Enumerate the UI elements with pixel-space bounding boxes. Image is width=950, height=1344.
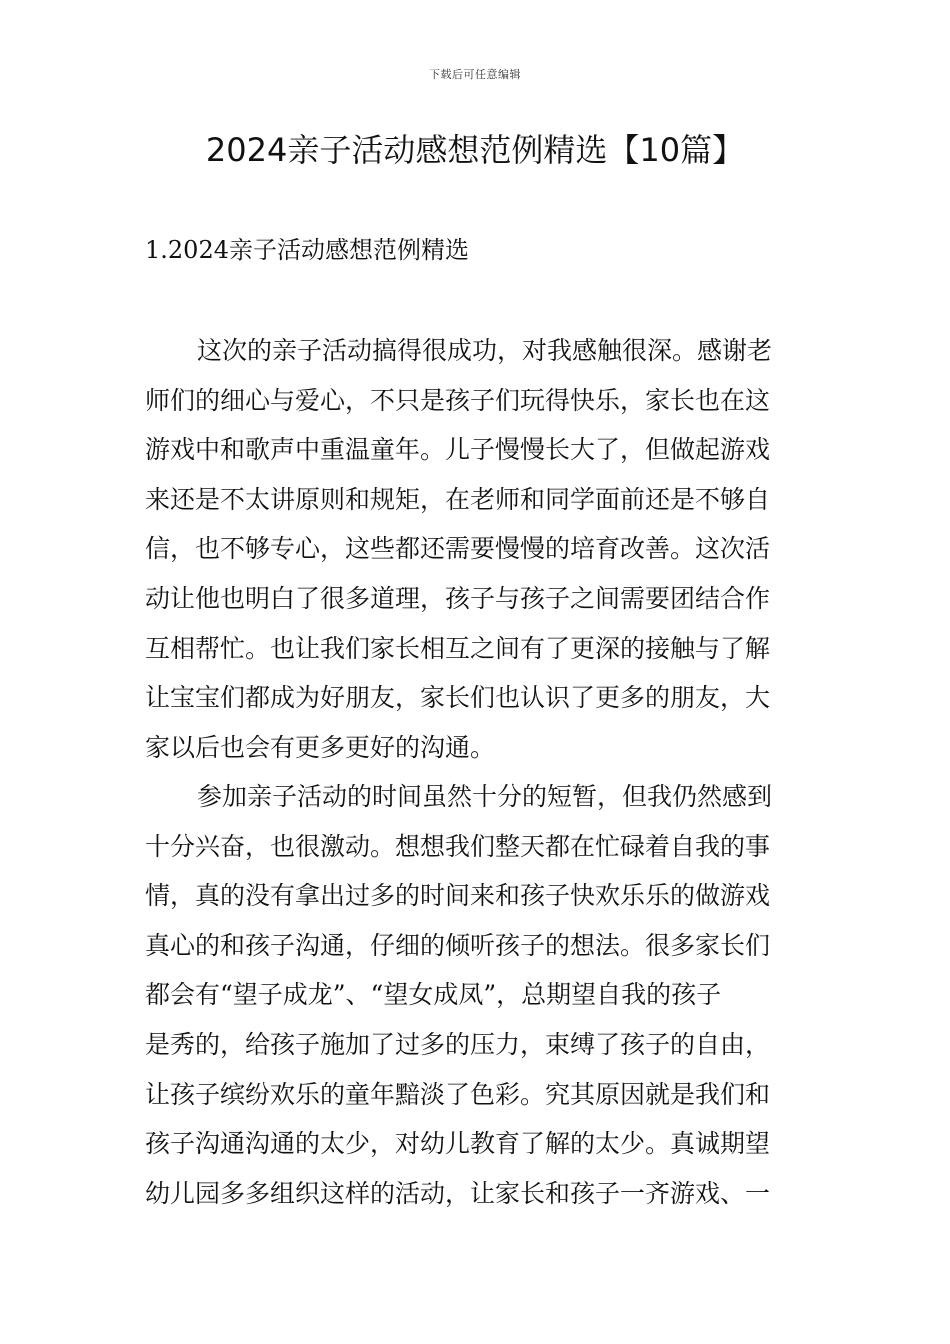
header-note: 下载后可任意编辑	[429, 68, 521, 81]
paragraph-line: 真心的和孩子沟通，仔细的倾听孩子的想法。很多家长们	[145, 930, 771, 960]
paragraph-line: 幼儿园多多组织这样的活动，让家长和孩子一齐游戏、一	[145, 1178, 771, 1208]
paragraph-1	[145, 326, 805, 772]
paragraph-line: 师们的细心与爱心，不只是孩子们玩得快乐，家长也在这	[145, 385, 771, 415]
section-heading: 1.2024亲子活动感想范例精选	[145, 236, 469, 264]
paragraph-line: 让宝宝们都成为好朋友，家长们也认识了更多的朋友，大	[145, 683, 771, 713]
paragraph-line: 家以后也会有更多更好的沟通。	[145, 732, 496, 762]
paragraph-2	[145, 772, 805, 1218]
paragraph-line: 让孩子缤纷欢乐的童年黯淡了色彩。究其原因就是我们和	[145, 1079, 771, 1109]
paragraph-line: 这次的亲子活动搞得很成功，对我感触很深。感谢老	[197, 336, 773, 365]
paragraph-line: 动让他也明白了很多道理，孩子与孩子之间需要团结合作	[145, 583, 771, 613]
paragraph-line: 孩子沟通沟通的太少，对幼儿教育了解的太少。真诚期望	[145, 1129, 771, 1159]
paragraph-line: 情，真的没有拿出过多的时间来和孩子快欢乐乐的做游戏	[145, 881, 771, 911]
paragraph-line: 信，也不够专心，这些都还需要慢慢的培育改善。这次活	[145, 534, 771, 564]
paragraph-line: 都会有“望子成龙”、“望女成凤”，总期望自我的孩子	[145, 980, 722, 1010]
document-title: 2024亲子活动感想范例精选【10篇】	[205, 131, 745, 169]
paragraph-line: 来还是不太讲原则和规矩，在老师和同学面前还是不够自	[145, 484, 771, 514]
paragraph-line: 参加亲子活动的时间虽然十分的短暂，但我仍然感到	[197, 782, 773, 811]
paragraph-line: 游戏中和歌声中重温童年。儿子慢慢长大了，但做起游戏	[145, 435, 771, 465]
paragraph-line: 十分兴奋，也很激动。想想我们整天都在忙碌着自我的事	[145, 831, 771, 861]
paragraph-line: 是秀的，给孩子施加了过多的压力，束缚了孩子的自由，	[145, 1029, 771, 1059]
paragraph-line: 互相帮忙。也让我们家长相互之间有了更深的接触与了解	[145, 633, 771, 663]
